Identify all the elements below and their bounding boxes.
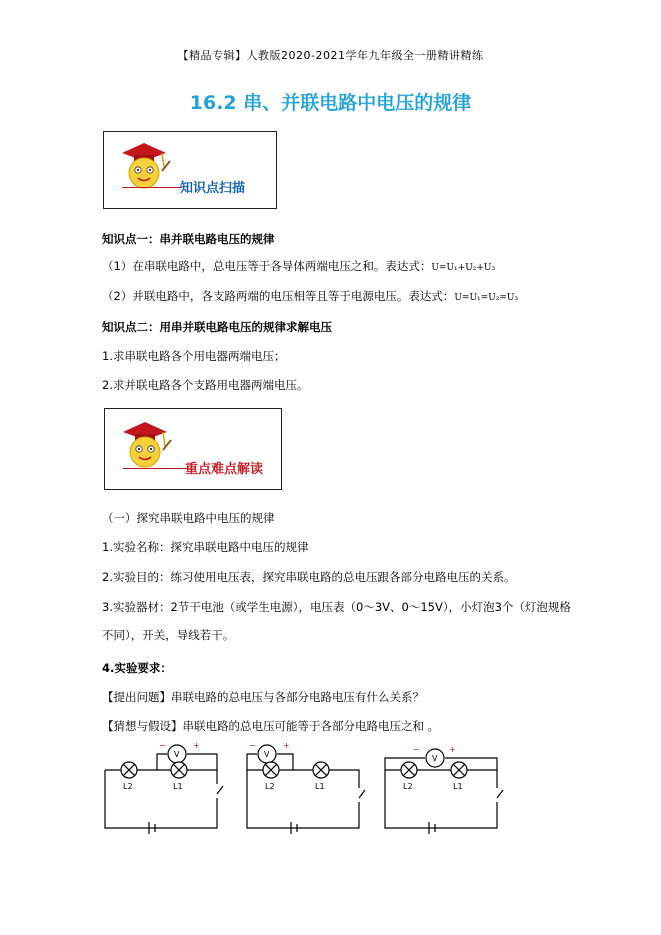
knowledge-scan-box <box>103 131 277 209</box>
c3-lamp2-label: L2 <box>403 782 413 791</box>
c2-lamp2-label: L2 <box>265 782 275 791</box>
c3-plus: + <box>449 745 456 754</box>
c3-voltmeter-symbol: V <box>432 754 438 763</box>
mascot-graduate-icon <box>116 137 172 193</box>
kp1-heading: 知识点一：串并联电路电压的规律 <box>102 232 275 246</box>
exp-purpose: 2.实验目的：练习使用电压表，探究串联电路的总电压跟各部分电路电压的关系。 <box>102 570 516 584</box>
c1-voltmeter-symbol: V <box>174 750 180 759</box>
c3-lamp1-label: L1 <box>453 782 463 791</box>
key-points-box <box>104 408 282 490</box>
c1-plus: + <box>193 741 200 750</box>
c3-minus: − <box>413 745 420 754</box>
mascot-graduate-icon <box>117 416 173 472</box>
exp-name: 1.实验名称：探究串联电路中电压的规律 <box>102 540 309 554</box>
kp1-item1 <box>102 258 495 274</box>
c1-minus: − <box>159 741 166 750</box>
page-title: 16.2 串、并联电路中电压的规律 <box>189 92 472 114</box>
box1-underline <box>122 187 182 188</box>
kp1-item2 <box>102 288 518 304</box>
kp2-heading: 知识点二：用串并联电路电压的规律求解电压 <box>102 320 332 334</box>
box2-underline <box>123 468 187 469</box>
exp-equipment-line1: 3.实验器材：2节干电池（或学生电源），电压表（0～3V、0～15V），小灯泡3个（灯泡规格 <box>102 600 571 614</box>
box1-label: 知识点扫描 <box>180 181 246 196</box>
circuit-3 <box>385 749 503 834</box>
circuit-diagrams <box>95 740 505 835</box>
page-header: 【精品专辑】人教版2020-2021学年九年级全一册精讲精练 <box>177 49 484 62</box>
box2-label: 重点难点解读 <box>185 462 264 477</box>
c1-lamp1-label: L1 <box>173 782 183 791</box>
c1-lamp2-label: L2 <box>123 782 133 791</box>
c2-plus: + <box>283 741 290 750</box>
kp1-item1-formula: U=U₁+U₂+U₃ <box>431 263 496 273</box>
exp-requirements: 4.实验要求： <box>102 661 172 675</box>
kp1-item2-formula: U=U₁=U₂=U₃ <box>454 293 519 303</box>
c2-lamp1-label: L1 <box>315 782 325 791</box>
kp2-item2: 2.求并联电路各个支路用电器两端电压。 <box>102 378 309 392</box>
exp-equipment-line2: 不同），开关，导线若干。 <box>102 628 235 642</box>
c2-minus: − <box>249 741 256 750</box>
exp-hypothesis: 【猜想与假设】串联电路的总电压可能等于各部分电路电压之和 。 <box>102 719 440 733</box>
c2-voltmeter-symbol: V <box>264 750 270 759</box>
kp2-item1: 1.求串联电路各个用电器两端电压； <box>102 349 286 363</box>
exp-question: 【提出问题】串联电路的总电压与各部分电路电压有什么关系？ <box>102 690 424 704</box>
exp-section: （一）探究串联电路中电压的规律 <box>102 511 275 525</box>
kp1-item1-text: （1）在串联电路中，总电压等于各导体两端电压之和。表达式： <box>102 259 432 273</box>
kp1-item2-text: （2）并联电路中，各支路两端的电压相等且等于电源电压。表达式： <box>102 289 455 303</box>
